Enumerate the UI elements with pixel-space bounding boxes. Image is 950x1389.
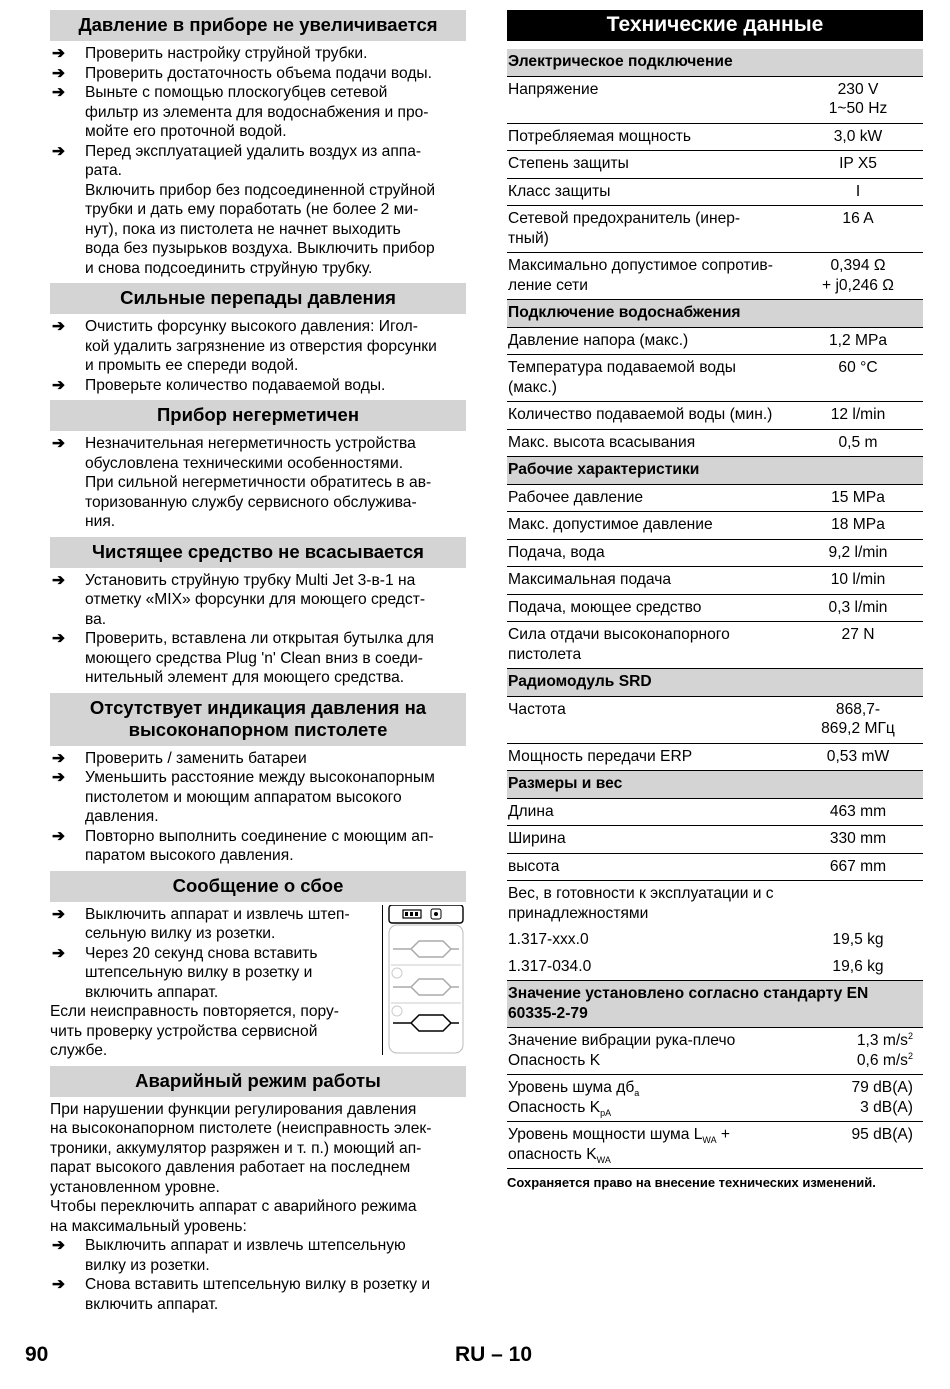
text-line: Установить струйную трубку Multi Jet 3-в-1 на <box>85 571 416 589</box>
text-line: на максимальный уровень: <box>50 1217 247 1235</box>
text-line: Максимально допустимое сопротив- <box>508 257 773 274</box>
error-section-body <box>50 905 466 1061</box>
list-item <box>50 629 466 688</box>
spec-value <box>802 206 923 253</box>
text-line: 60 °C <box>838 359 878 376</box>
text-line: опасность K <box>508 1145 597 1163</box>
text-line: 463 mm <box>829 802 887 820</box>
spec-row <box>507 206 923 253</box>
spec-value <box>802 853 923 881</box>
subscript: a <box>634 1088 640 1099</box>
text-line: 10 l/min <box>830 571 886 588</box>
text-line: Подача, моющее средство <box>508 598 702 616</box>
text-line: 1.317-xxx.0 <box>508 931 589 948</box>
text-line: Значение вибрации рука-плечо <box>508 1032 736 1049</box>
spec-value <box>802 954 923 981</box>
spec-row <box>507 853 923 881</box>
text-line: троники, аккумулятор разряжен и т. п.) моющий ап- <box>50 1139 422 1157</box>
spec-row <box>507 1028 923 1075</box>
text-line: Макс. допустимое давление <box>508 516 713 533</box>
spec-label <box>507 1075 802 1122</box>
spec-label <box>507 151 802 179</box>
text-line: нительный элемент для моющего средства. <box>85 669 405 686</box>
list-item <box>50 317 466 376</box>
spec-label <box>507 696 802 743</box>
subscript: WA <box>702 1135 717 1146</box>
spec-group-label: Подключение водоснабжения <box>507 300 923 328</box>
spec-group-label <box>507 981 923 1028</box>
list-item <box>50 1275 466 1314</box>
text-line: IP X5 <box>839 155 877 172</box>
text-line: 95 dB(A) <box>851 1126 913 1143</box>
text-line: пистолета <box>508 645 582 663</box>
text-line: установленном уровне. <box>50 1178 220 1196</box>
spec-row <box>507 178 923 206</box>
text-line: включить аппарат. <box>85 1295 219 1313</box>
text-line: Потребляемая мощность <box>508 127 692 145</box>
spec-value <box>802 826 923 854</box>
spec-group-label: Радиомодуль SRD <box>507 669 923 697</box>
bullet-list <box>50 905 380 1003</box>
arrow-icon: ➔ <box>52 905 66 923</box>
text-line: 3,0 kW <box>833 127 883 145</box>
text-line: обусловлена техническими особенностями. <box>85 454 404 472</box>
text-line: 16 A <box>842 210 874 227</box>
text-line: и снова подсоединить струйную трубку. <box>85 259 373 277</box>
text-line: 18 MPa <box>831 516 885 533</box>
arrow-icon: ➔ <box>52 84 66 101</box>
text-line: 869,2 МГц <box>821 720 895 737</box>
text-line: Выключить аппарат и извлечь штеп- <box>85 905 350 923</box>
spec-group-row <box>507 981 923 1028</box>
text-line: 12 l/min <box>830 406 886 423</box>
spec-group-label: Размеры и вес <box>507 771 923 799</box>
spec-label <box>507 206 802 253</box>
list-item <box>50 571 466 630</box>
text-line: Сетевой предохранитель (инер- <box>508 210 741 227</box>
text-line: 27 N <box>841 626 875 643</box>
spec-row <box>507 881 923 928</box>
text-line: 0,6 m/s <box>856 1051 908 1069</box>
text-line: рата. <box>85 162 122 179</box>
text-line: 1~50 Hz <box>828 100 888 117</box>
text-line: 15 MPa <box>831 488 885 506</box>
text-line: Проверить настройку струйной трубки. <box>85 45 368 62</box>
text-line: Сила отдачи высоконапорного <box>508 626 730 643</box>
text-line: Снова вставить штепсельную вилку в розетку и <box>85 1276 431 1293</box>
text-line: Проверить достаточность объема подачи воды. <box>85 64 432 82</box>
superscript: 2 <box>907 1030 913 1041</box>
text-line: 1.317-034.0 <box>508 957 592 975</box>
text-line: паратом высокого давления. <box>85 847 294 864</box>
spec-group-row <box>507 669 923 697</box>
spec-label <box>507 1028 802 1075</box>
text-line: Выключить аппарат и извлечь штепсельную <box>85 1237 406 1254</box>
text-line: 0,394 Ω <box>830 257 886 274</box>
spec-value <box>802 327 923 355</box>
spec-group-row <box>507 771 923 799</box>
spec-value <box>802 539 923 567</box>
text-line: 79 dB(A) <box>851 1079 913 1096</box>
text-line: Уменьшить расстояние между высоконапорным <box>85 769 435 786</box>
spec-row <box>507 594 923 622</box>
text-line: сельную вилку из розетки. <box>85 925 276 942</box>
list-item <box>50 142 466 279</box>
text-line: трубки и дать ему поработать (не более 2 ми- <box>85 201 419 218</box>
list-item <box>50 749 466 769</box>
bullet-list <box>50 571 466 688</box>
text-line: Проверить, вставлена ли открытая бутылка для <box>85 630 434 647</box>
text-line: + <box>716 1126 731 1143</box>
error-followup <box>50 1002 380 1061</box>
text-line: Количество подаваемой воды (мин.) <box>508 406 773 423</box>
text-line: Уровень шума дб <box>508 1079 635 1096</box>
text-line: Класс защиты <box>508 182 611 200</box>
bullet-list <box>50 434 466 532</box>
spec-value <box>802 76 923 123</box>
spec-row <box>507 512 923 540</box>
text-line: Напряжение <box>508 80 599 98</box>
spec-group-label: Электрическое подключение <box>507 49 923 76</box>
text-line: I <box>855 182 861 200</box>
page-number: 90 <box>25 1343 49 1366</box>
text-line: мойте его проточной водой. <box>85 123 287 140</box>
text-line: Степень защиты <box>508 155 629 172</box>
section-title: Сообщение о сбое <box>50 871 466 902</box>
spec-row <box>507 151 923 179</box>
emergency-text <box>50 1100 466 1237</box>
spec-label <box>507 327 802 355</box>
spec-row <box>507 402 923 430</box>
arrow-icon: ➔ <box>52 630 66 647</box>
list-item <box>50 944 380 1003</box>
spec-row <box>507 696 923 743</box>
text-line: Повторно выполнить соединение с моющим ап- <box>85 827 434 845</box>
spec-label <box>507 853 802 881</box>
arrow-icon: ➔ <box>52 769 66 786</box>
spec-row <box>507 622 923 669</box>
section-title: Прибор негерметичен <box>50 400 466 431</box>
spec-row <box>507 1122 923 1169</box>
section-title <box>50 693 466 746</box>
text-line: 3 dB(A) <box>860 1098 913 1116</box>
text-line: Чтобы переключить аппарат с аварийного режима <box>50 1198 417 1215</box>
arrow-icon: ➔ <box>52 376 66 394</box>
spec-row <box>507 123 923 151</box>
text-line: 60335-2-79 <box>508 1004 588 1022</box>
text-line: вилку из розетки. <box>85 1256 210 1274</box>
spec-label <box>507 954 802 981</box>
arrow-icon: ➔ <box>52 827 66 845</box>
spec-row <box>507 429 923 457</box>
error-text <box>50 905 380 1061</box>
spec-label <box>507 798 802 826</box>
text-line: на высоконапорном пистолете (неисправность элек- <box>50 1120 432 1137</box>
spec-row <box>507 355 923 402</box>
arrow-icon: ➔ <box>52 749 66 767</box>
rights-note: Сохраняется право на внесение технических изменений. <box>507 1175 876 1190</box>
spec-label <box>507 927 802 954</box>
text-line: 330 mm <box>829 830 887 847</box>
spec-value <box>802 429 923 457</box>
spec-group-row <box>507 300 923 328</box>
text-line: При сильной негерметичности обратитесь в ав- <box>85 474 432 491</box>
spec-row <box>507 798 923 826</box>
section-title: Аварийный режим работы <box>50 1066 466 1097</box>
section-title: Сильные перепады давления <box>50 283 466 314</box>
text-line: включить аппарат. <box>85 983 219 1001</box>
list-item <box>50 827 466 866</box>
text-line: пистолетом и моющим аппаратом высокого <box>85 788 402 806</box>
text-line: Проверьте количество подаваемой воды. <box>85 376 386 394</box>
text-line: При нарушении функции регулирования давления <box>50 1100 417 1118</box>
spec-value <box>802 123 923 151</box>
list-item <box>50 768 466 827</box>
arrow-icon: ➔ <box>52 571 66 589</box>
text-line: 667 mm <box>829 857 887 875</box>
text-line: 230 V <box>837 80 879 98</box>
spec-row <box>507 743 923 771</box>
spec-value <box>802 622 923 669</box>
text-line: Отсутствует индикация давления на <box>89 696 427 718</box>
subscript: WA <box>596 1154 611 1165</box>
bullet-list <box>50 317 466 395</box>
arrow-icon: ➔ <box>52 45 66 62</box>
spec-value <box>802 402 923 430</box>
text-line: моющего средства Plug 'n' Clean вниз в соеди- <box>85 649 423 667</box>
spec-label <box>507 567 802 595</box>
spec-value <box>802 696 923 743</box>
spec-value <box>802 178 923 206</box>
spec-row <box>507 927 923 954</box>
text-line: торизованную службу сервисного обслужива- <box>85 493 417 511</box>
text-line: Давление напора (макс.) <box>508 331 689 349</box>
text-line: Подача, вода <box>508 543 605 561</box>
remote-display-illustration <box>382 905 465 1055</box>
arrow-icon: ➔ <box>52 142 66 160</box>
spec-value <box>802 567 923 595</box>
spec-label <box>507 355 802 402</box>
list-item <box>50 376 466 396</box>
text-line: кой удалить загрязнение из отверстия форсунки <box>85 337 437 355</box>
text-line: 868,7- <box>835 700 881 718</box>
text-line: службе. <box>50 1042 108 1059</box>
text-line: Максимальная подача <box>508 571 672 588</box>
text-line: Ширина <box>508 830 566 847</box>
spec-label <box>507 826 802 854</box>
spec-label <box>507 484 802 512</box>
text-line: 0,5 m <box>838 433 878 451</box>
text-line: Очистить форсунку высокого давления: Игол- <box>85 318 418 335</box>
list-item <box>50 1236 466 1275</box>
text-line: 0,53 mW <box>826 747 890 765</box>
tech-data-title: Технические данные <box>507 10 923 41</box>
text-line: Уровень мощности шума L <box>508 1126 703 1143</box>
spec-value <box>802 1075 923 1122</box>
left-column <box>50 10 466 1314</box>
spec-label <box>507 622 802 669</box>
spec-row <box>507 567 923 595</box>
text-line: + j0,246 Ω <box>822 276 894 294</box>
spec-value <box>802 151 923 179</box>
arrow-icon: ➔ <box>52 944 66 962</box>
list-item <box>50 44 466 64</box>
text-line: вода без пузырьков воздуха. Выключить прибор <box>85 240 435 257</box>
text-line: нут), пока из пистолета не начнет выходить <box>85 220 401 238</box>
spec-value <box>802 743 923 771</box>
text-line: Перед эксплуатацией удалить воздух из аппа- <box>85 142 422 160</box>
text-line: парат высокого давления работает на последнем <box>50 1159 411 1176</box>
text-line: Рабочее давление <box>508 488 644 506</box>
arrow-icon: ➔ <box>52 318 66 335</box>
spec-label <box>507 1122 802 1169</box>
spec-row <box>507 327 923 355</box>
spec-label <box>507 253 802 300</box>
text-line: Если неисправность повторяется, пору- <box>50 1003 339 1020</box>
text-line: и промыть ее спереди водой. <box>85 357 299 374</box>
text-line: ление сети <box>508 276 588 294</box>
text-line: (макс.) <box>508 378 557 396</box>
section-title: Чистящее средство не всасывается <box>50 537 466 568</box>
bullet-list <box>50 749 466 866</box>
spec-label <box>507 881 802 928</box>
text-line: ния. <box>85 513 116 530</box>
bullet-list <box>50 44 466 278</box>
text-line: Мощность передачи ERP <box>508 747 693 765</box>
list-item <box>50 905 380 944</box>
spec-label <box>507 429 802 457</box>
text-line: Через 20 секунд снова вставить <box>85 944 318 962</box>
text-line: 9,2 l/min <box>828 543 888 561</box>
text-line: Вес, в готовности к эксплуатации и с <box>508 885 774 902</box>
text-line: 0,3 l/min <box>828 598 888 616</box>
text-line: 1,3 m/s <box>856 1032 908 1049</box>
text-line: отметку «MIX» форсунки для моющего средст- <box>85 591 426 608</box>
spec-group-row <box>507 457 923 485</box>
text-line: 19,5 kg <box>832 931 884 948</box>
list-item <box>50 83 466 142</box>
text-line: Значение установлено согласно стандарту EN <box>508 985 869 1002</box>
text-line: Длина <box>508 802 554 820</box>
text-line: 1,2 MPa <box>828 331 888 349</box>
spec-label <box>507 539 802 567</box>
text-line: чить проверку устройства сервисной <box>50 1022 318 1040</box>
spec-value <box>802 1122 923 1169</box>
spec-group-label: Рабочие характеристики <box>507 457 923 485</box>
spec-label <box>507 402 802 430</box>
spec-row <box>507 954 923 981</box>
text-line: высоконапорном пистолете <box>128 718 388 740</box>
spec-label <box>507 512 802 540</box>
text-line: Частота <box>508 700 566 718</box>
text-line: Температура подаваемой воды <box>508 359 736 376</box>
arrow-icon: ➔ <box>52 1237 66 1254</box>
text-line: фильтр из элемента для водоснабжения и про- <box>85 103 429 121</box>
spec-table <box>507 49 923 1169</box>
subscript: pA <box>600 1107 612 1118</box>
spec-value <box>802 1028 923 1075</box>
spec-row <box>507 826 923 854</box>
spec-row <box>507 539 923 567</box>
text-line: Макс. высота всасывания <box>508 433 696 451</box>
spec-label <box>507 594 802 622</box>
text-line: Незначительная негерметичность устройства <box>85 435 416 452</box>
spec-value <box>802 355 923 402</box>
spec-row <box>507 253 923 300</box>
spec-label <box>507 123 802 151</box>
spec-row <box>507 1075 923 1122</box>
section-title: Давление в приборе не увеличивается <box>50 10 466 41</box>
text-line: штепсельную вилку в розетку и <box>85 964 313 981</box>
arrow-icon: ➔ <box>52 1276 66 1293</box>
list-item <box>50 434 466 532</box>
text-line: Опасность K <box>508 1098 601 1116</box>
text-line: тный) <box>508 229 549 247</box>
text-line: давления. <box>85 808 159 825</box>
spec-value <box>802 484 923 512</box>
bullet-list <box>50 1236 466 1314</box>
text-line: Выньте с помощью плоскогубцев сетевой <box>85 84 388 101</box>
spec-label <box>507 76 802 123</box>
spec-row <box>507 76 923 123</box>
spec-value <box>802 594 923 622</box>
spec-value <box>802 927 923 954</box>
right-column <box>507 10 923 1190</box>
text-line: высота <box>508 857 560 875</box>
list-item <box>50 64 466 84</box>
text-line: Проверить / заменить батареи <box>85 749 307 767</box>
spec-row <box>507 484 923 512</box>
language-page-label: RU – 10 <box>455 1343 533 1366</box>
arrow-icon: ➔ <box>52 435 66 452</box>
spec-value <box>802 512 923 540</box>
text-line: принадлежностями <box>508 904 649 922</box>
spec-value <box>802 798 923 826</box>
text-line: ва. <box>85 610 107 628</box>
text-line: Включить прибор без подсоединенной струйной <box>85 181 436 199</box>
spec-value <box>802 881 923 928</box>
spec-value <box>802 253 923 300</box>
spec-label <box>507 743 802 771</box>
spec-group-row <box>507 49 923 76</box>
text-line: 19,6 kg <box>832 957 884 975</box>
text-line: Опасность K <box>508 1051 601 1069</box>
arrow-icon: ➔ <box>52 64 66 82</box>
superscript: 2 <box>907 1050 913 1061</box>
spec-label <box>507 178 802 206</box>
